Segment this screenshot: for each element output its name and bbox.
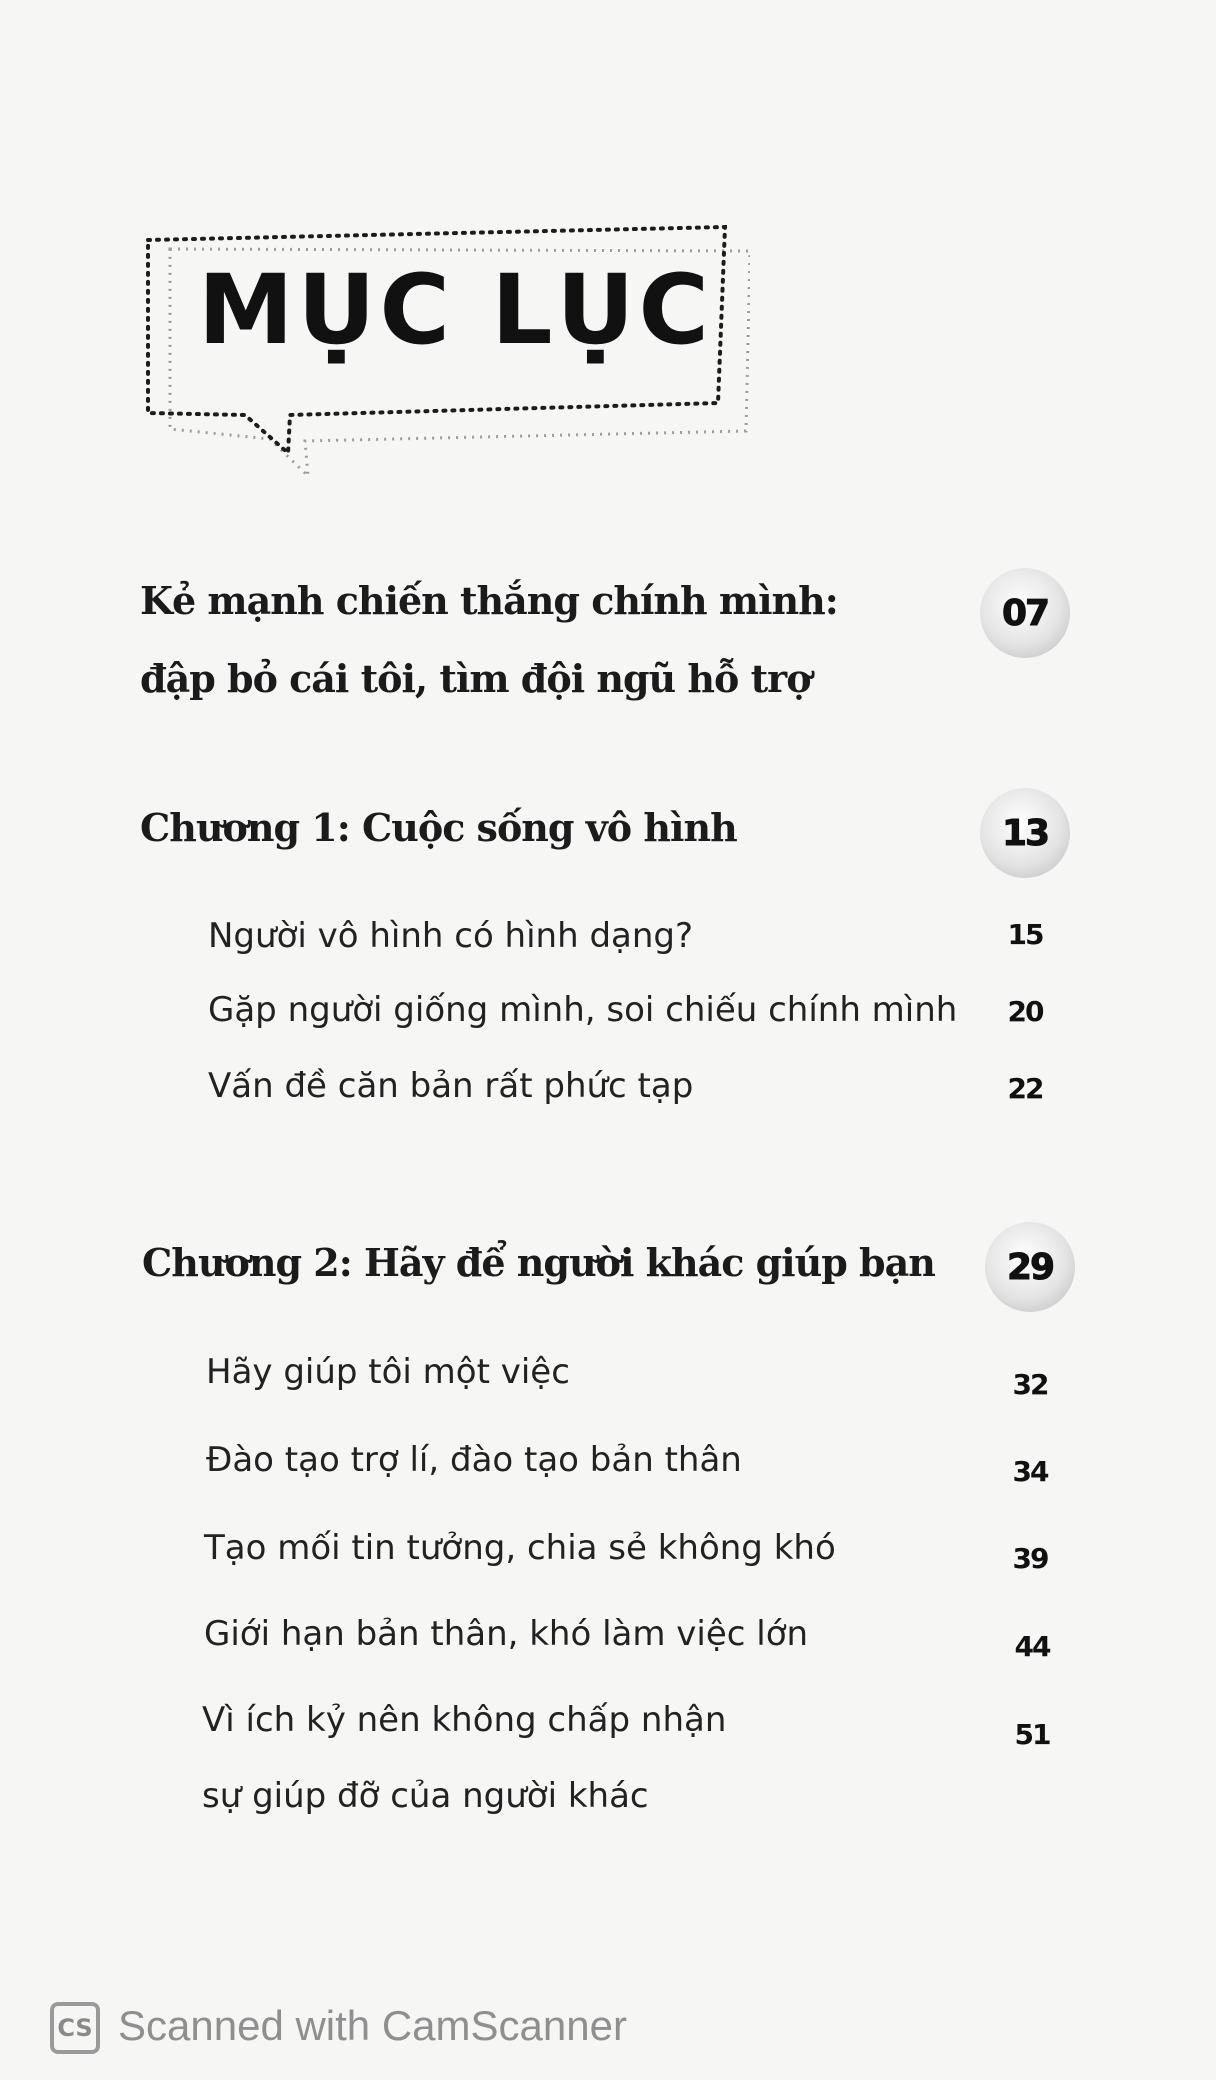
camscanner-logo-icon: CS: [50, 2002, 100, 2054]
toc-item-page: 32: [1012, 1368, 1048, 1401]
toc-item-page: 44: [1014, 1630, 1050, 1663]
toc-item-label: Hãy giúp tôi một việc: [206, 1352, 570, 1392]
chapter-2-page-badge: [985, 1222, 1075, 1312]
toc-item-page: 34: [1012, 1455, 1048, 1488]
toc-item-label-continued: sự giúp đỡ của người khác: [202, 1776, 649, 1816]
toc-item-page: 39: [1012, 1542, 1048, 1575]
toc-item-page: 22: [1007, 1072, 1043, 1105]
toc-item-label: Vấn đề căn bản rất phức tạp: [208, 1066, 694, 1106]
toc-item-label: Tạo mối tin tưởng, chia sẻ không khó: [204, 1528, 836, 1568]
page-title: MỤC LỤC: [198, 254, 713, 366]
toc-item-label: Người vô hình có hình dạng?: [208, 916, 694, 956]
scanner-watermark-text: Scanned with CamScanner: [118, 2002, 627, 2049]
toc-item-label: Vì ích kỷ nên không chấp nhận: [202, 1700, 727, 1740]
chapter-1-page-badge: [980, 788, 1070, 878]
chapter-1-page-number: 13: [1001, 812, 1049, 854]
chapter-2-page-number: 29: [1006, 1246, 1054, 1288]
intro-page-badge: [980, 568, 1070, 658]
toc-item-label: Đào tạo trợ lí, đào tạo bản thân: [206, 1440, 742, 1480]
toc-item-label: Giới hạn bản thân, khó làm việc lớn: [204, 1614, 809, 1654]
chapter-2-title: Chương 2: Hãy để người khác giúp bạn: [142, 1240, 935, 1285]
intro-title-line-2: đập bỏ cái tôi, tìm đội ngũ hỗ trợ: [140, 656, 811, 701]
intro-page-number: 07: [1001, 592, 1049, 634]
toc-item-page: 20: [1007, 995, 1043, 1028]
toc-item-page: 15: [1007, 918, 1043, 951]
intro-title-line-1: Kẻ mạnh chiến thắng chính mình:: [140, 578, 838, 623]
toc-item-label: Gặp người giống mình, soi chiếu chính mình: [208, 990, 958, 1030]
chapter-1-title: Chương 1: Cuộc sống vô hình: [140, 805, 737, 850]
toc-item-page: 51: [1014, 1718, 1050, 1751]
